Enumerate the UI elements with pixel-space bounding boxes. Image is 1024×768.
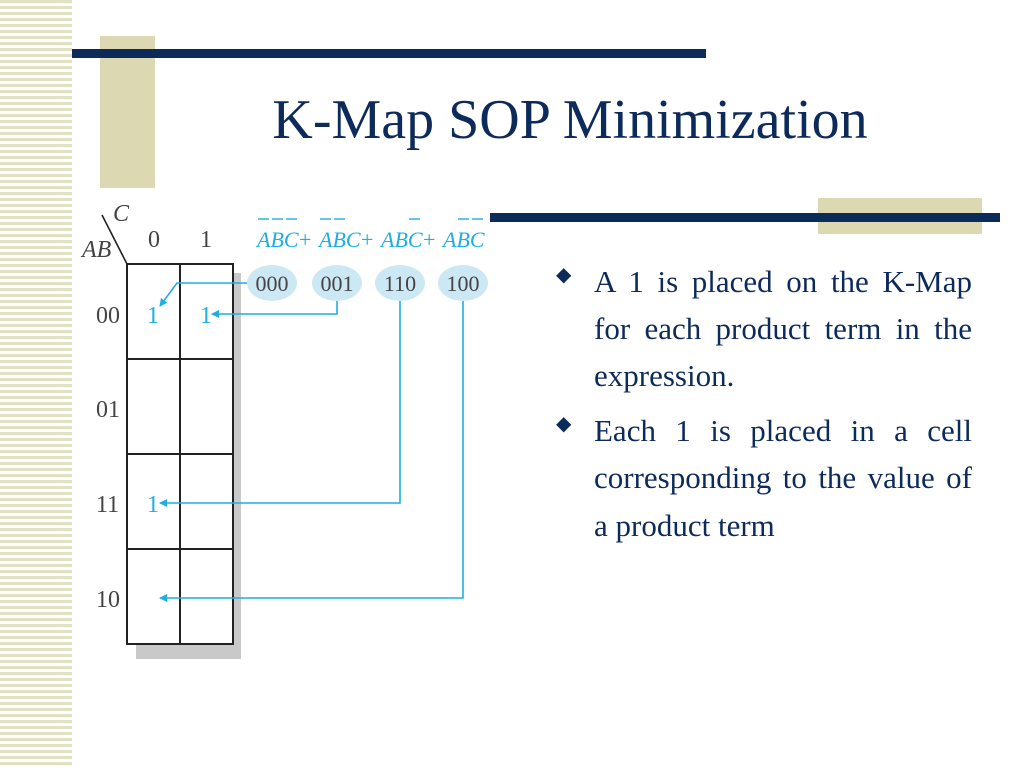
product-term: ABC (381, 227, 423, 252)
row-variable-label: AB (82, 237, 112, 263)
col-label-0: 0 (148, 227, 160, 253)
plus-operator: + (299, 227, 312, 252)
kmap-cell: 1 (147, 303, 159, 329)
plus-operator: + (361, 227, 374, 252)
bullet-text: Each 1 is placed in a cell corresponding to the value of a product term (594, 413, 972, 543)
product-term: ABC (257, 227, 299, 252)
top-rule (72, 49, 706, 58)
middle-rule (490, 213, 1000, 222)
kmap-cell: 1 (200, 303, 212, 329)
col-variable-label: C (113, 201, 130, 227)
slide-title: K-Map SOP Minimization (272, 89, 868, 151)
diamond-bullet-icon: ◆ (556, 413, 572, 436)
diamond-bullet-icon: ◆ (556, 264, 572, 286)
title-accent-block (100, 36, 155, 188)
row-label-10: 10 (96, 587, 120, 613)
col-label-1: 1 (200, 227, 212, 253)
row-label-00: 00 (96, 303, 120, 329)
code-label: 100 (446, 271, 480, 296)
product-term: ABC (443, 227, 485, 252)
sop-expression (255, 227, 485, 252)
code-label: 000 (255, 271, 289, 296)
code-label: 110 (383, 271, 417, 296)
decorative-stripes (0, 0, 72, 768)
bullet-list (556, 258, 972, 557)
kmap-cell: 1 (147, 492, 159, 518)
row-label-01: 01 (96, 397, 120, 423)
bullet-text: A 1 is placed on the K-Map for each product term in the expression. (594, 264, 972, 394)
kmap-diagram (80, 195, 500, 665)
bullet-item (556, 407, 972, 548)
row-label-11: 11 (96, 492, 120, 518)
bullet-item (556, 258, 972, 399)
product-term: ABC (319, 227, 361, 252)
plus-operator: + (423, 227, 436, 252)
code-label: 001 (320, 271, 354, 296)
